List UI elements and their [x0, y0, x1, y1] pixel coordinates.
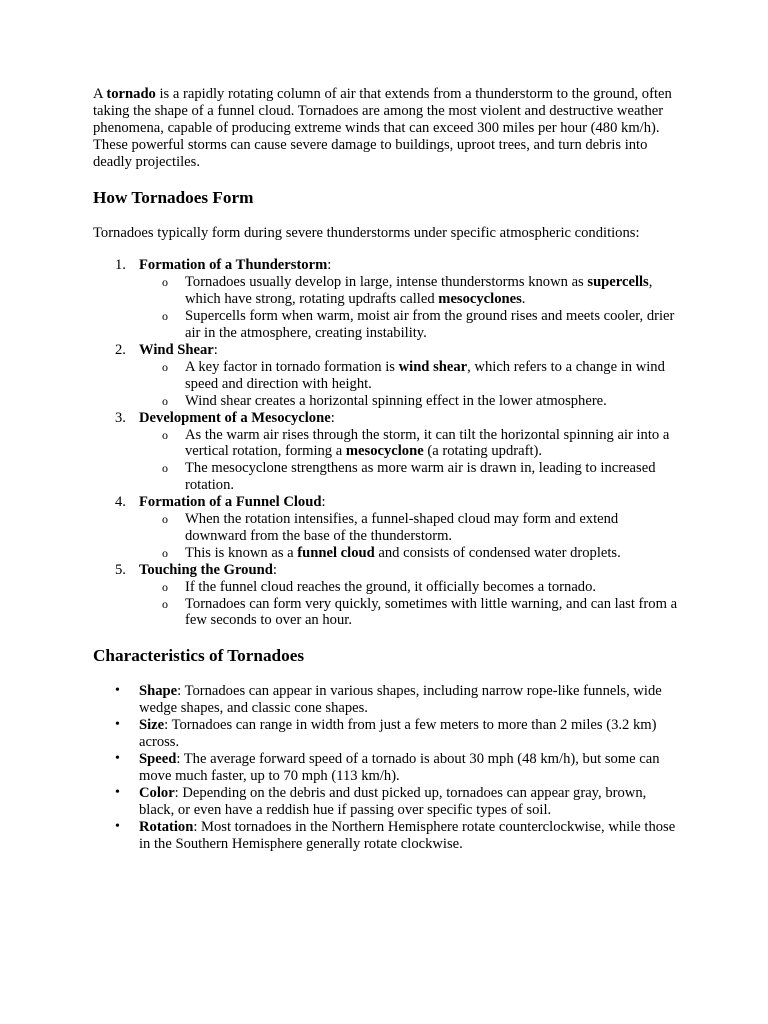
- bullet-icon: •: [115, 784, 120, 800]
- circle-bullet-icon: o: [162, 427, 168, 442]
- characteristic-text: : Tornadoes can appear in various shapes, including narrow rope-like funnels, wide wedge shapes, and classic cone shapes.: [139, 683, 662, 717]
- bullet-icon: •: [115, 751, 120, 766]
- bold-term: wind shear: [398, 358, 468, 375]
- step-sublist: [139, 511, 683, 562]
- step-subitem: [162, 511, 683, 545]
- formation-step: 2. Wind Shear: o A key factor in tornado formation is wind shear, which refers to a change in wind speed and direction with height. o Wind shear creates a horizontal spinning effect in the lower atmosphere.: [139, 342, 683, 410]
- formation-step: 5. Touching the Ground: o If the funnel cloud reaches the ground, it officially becomes a tornado. o Tornadoes can form very quickly, sometimes with little warning, and can last from a few seconds to over an hour.: [139, 562, 683, 630]
- step-subitem: [162, 274, 683, 308]
- formation-steps-list: [93, 257, 683, 629]
- step-subitem: [162, 308, 683, 342]
- formation-step: 4. Formation of a Funnel Cloud: o When the rotation intensifies, a funnel-shaped cloud may form and extend downward from the base of the thunderstorm. o This is known as a funnel cloud and consists of condensed water droplets.: [139, 494, 683, 562]
- step-number: 2.: [115, 341, 126, 358]
- bold-term: supercells: [587, 274, 649, 291]
- characteristic-item: [115, 818, 683, 853]
- subitem-text: and consists of condensed water droplets.: [374, 544, 621, 561]
- step-number: 5.: [115, 561, 126, 578]
- circle-bullet-icon: o: [162, 359, 168, 374]
- circle-bullet-icon: o: [162, 309, 168, 324]
- step-sublist: [139, 359, 683, 410]
- characteristic-term: Rotation: [139, 818, 194, 835]
- characteristic-text: : The average forward speed of a tornado is about 30 mph (48 km/h), but some can move much faster, up to 70 mph (113 km/h).: [139, 751, 660, 784]
- formation-step: 1. Formation of a Thunderstorm: o Tornadoes usually develop in large, intense thunderstorms known as supercells, which have strong, rotating updrafts called mesocyclones. o Supercells form when warm, moist air from the ground rises and meets cooler, drier air in the atmosphere, creating instability.: [139, 257, 683, 342]
- step-title: Touching the Ground: [139, 561, 273, 578]
- step-number: 1.: [115, 257, 126, 274]
- step-title: Formation of a Thunderstorm: [139, 257, 328, 274]
- intro-bold-term: tornado: [106, 86, 156, 102]
- step-title: Formation of a Funnel Cloud: [139, 494, 322, 511]
- characteristic-item: [115, 717, 683, 751]
- step-number: 3.: [115, 409, 126, 426]
- subitem-text: Tornadoes can form very quickly, sometimes with little warning, and can last from a few seconds to over an hour.: [185, 595, 678, 629]
- characteristic-text: : Depending on the debris and dust picked up, tornadoes can appear gray, brown, black, or even have a reddish hue if passing over specific types of soil.: [139, 784, 647, 818]
- intro-text: is a rapidly rotating column of air that extends from a thunderstorm to the ground, often taking the shape of a funnel cloud. Tornadoes are among the most violent and destructive weather phenomena, capable of producing extreme winds that can exceed 300 miles per hour (480 km/h). These powerful storms can cause severe damage to buildings, uproot trees, and turn debris into deadly projectiles.: [93, 86, 672, 170]
- step-subitem: [162, 392, 683, 410]
- bold-term: mesocyclones: [438, 291, 522, 308]
- intro-text: A: [93, 86, 107, 102]
- step-title: Development of a Mesocyclone: [139, 409, 331, 426]
- circle-bullet-icon: o: [162, 545, 168, 560]
- bold-term: mesocyclone: [345, 443, 424, 460]
- circle-bullet-icon: o: [162, 393, 168, 408]
- step-subitem: [162, 578, 683, 596]
- step-sublist: [139, 274, 683, 342]
- step-sublist: [139, 427, 683, 495]
- subitem-text: This is known as a: [185, 544, 298, 561]
- characteristic-text: : Most tornadoes in the Northern Hemisphere rotate counterclockwise, while those in the Southern Hemisphere generally rotate clockwise.: [139, 818, 676, 852]
- document-page: [93, 86, 683, 852]
- circle-bullet-icon: o: [162, 596, 168, 611]
- subitem-text: When the rotation intensifies, a funnel-shaped cloud may form and extend downward from the base of the thunderstorm.: [185, 511, 619, 544]
- intro-paragraph: [93, 86, 683, 171]
- formation-step: 3. Development of a Mesocyclone: o As the warm air rises through the storm, it can tilt the horizontal spinning air into a vertical rotation, forming a mesocyclone (a rotating updraft). o The mesocyclone strengthens as more warm air is drawn in, leading to increased rotation.: [139, 410, 683, 495]
- subitem-text: Supercells form when warm, moist air from the ground rises and meets cooler, drier air in the atmosphere, creating instability.: [185, 308, 675, 342]
- circle-bullet-icon: o: [162, 512, 168, 527]
- section-heading-formation: How Tornadoes Form: [93, 187, 254, 207]
- characteristic-term: Size: [139, 717, 165, 734]
- circle-bullet-icon: o: [162, 275, 168, 290]
- subitem-text: (a rotating updraft).: [423, 443, 543, 460]
- section-lead-text: Tornadoes typically form during severe thunderstorms under specific atmospheric conditions:: [93, 224, 640, 241]
- circle-bullet-icon: o: [162, 461, 168, 476]
- bold-term: funnel cloud: [297, 544, 375, 561]
- step-subitem: [162, 544, 683, 562]
- subitem-text: The mesocyclone strengthens as more warm air is drawn in, leading to increased rotation.: [185, 460, 656, 494]
- bullet-icon: •: [115, 818, 120, 834]
- step-subitem: [162, 595, 683, 630]
- subitem-text: Tornadoes usually develop in large, intense thunderstorms known as: [185, 274, 588, 291]
- step-subitem: [162, 460, 683, 494]
- characteristic-item: [115, 683, 683, 717]
- subitem-text: Wind shear creates a horizontal spinning effect in the lower atmosphere.: [185, 392, 607, 409]
- subitem-text: If the funnel cloud reaches the ground, it officially becomes a tornado.: [185, 578, 597, 595]
- characteristic-text: : Tornadoes can range in width from just a few meters to more than 2 miles (3.2 km) across.: [139, 717, 657, 751]
- subitem-text: , which refers to a change in wind speed and direction with height.: [185, 358, 665, 392]
- characteristic-term: Speed: [139, 751, 177, 767]
- step-sublist: [139, 579, 683, 630]
- characteristics-list: [93, 683, 683, 852]
- step-number: 4.: [115, 494, 126, 511]
- subitem-text: A key factor in tornado formation is: [185, 358, 399, 375]
- bullet-icon: •: [115, 683, 120, 699]
- section-heading-characteristics: Characteristics of Tornadoes: [93, 646, 305, 666]
- step-subitem: [162, 426, 683, 461]
- characteristic-item: [115, 751, 683, 785]
- step-subitem: [162, 358, 683, 393]
- circle-bullet-icon: o: [162, 579, 168, 594]
- characteristic-term: Color: [139, 784, 175, 801]
- subitem-text: .: [521, 291, 526, 308]
- subitem-text: As the warm air rises through the storm, it can tilt the horizontal spinning air into a vertical rotation, forming a: [185, 426, 670, 460]
- step-title: Wind Shear: [139, 341, 214, 358]
- subitem-text: , which have strong, rotating updrafts called: [185, 274, 653, 308]
- characteristic-item: [115, 784, 683, 819]
- characteristic-term: Shape: [139, 683, 178, 700]
- bullet-icon: •: [115, 717, 120, 733]
